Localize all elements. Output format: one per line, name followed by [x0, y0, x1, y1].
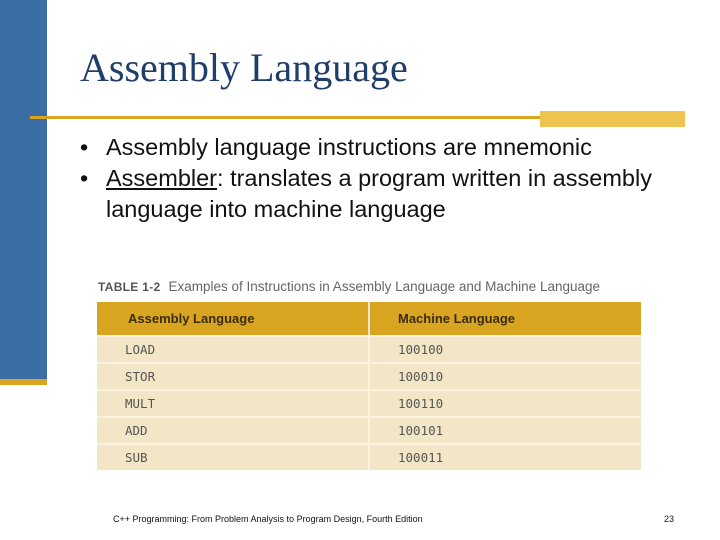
instruction-table [97, 302, 641, 470]
table-row [97, 416, 641, 443]
machine-cell: 100100 [370, 335, 641, 362]
assembly-cell: ADD [97, 416, 370, 443]
table-row [97, 443, 641, 470]
table-row [97, 389, 641, 416]
slide-title: Assembly Language [80, 45, 408, 90]
footer-text: C++ Programming: From Problem Analysis to Program Design, Fourth Edition [113, 514, 423, 524]
page-number: 23 [664, 514, 675, 524]
assembly-cell: LOAD [97, 335, 370, 362]
table-number: TABLE 1-2 [98, 280, 161, 294]
assembly-cell: STOR [97, 362, 370, 389]
machine-cell: 100011 [370, 443, 641, 470]
bullet-text: Assembly language instructions are mnemonic [106, 134, 592, 160]
bullet-text: : translates a program written in assembly language into machine language [106, 165, 652, 222]
bullet-item [80, 163, 700, 225]
bullet-dot-icon: • [80, 165, 89, 191]
table-row [97, 335, 641, 362]
table-caption [98, 278, 600, 296]
bullet-item [80, 132, 700, 163]
bullet-dot-icon: • [80, 134, 89, 160]
left-accent-bar [0, 0, 47, 382]
table-caption-text: Examples of Instructions in Assembly Language and Machine Language [168, 279, 601, 294]
machine-cell: 100110 [370, 389, 641, 416]
bullet-list [80, 132, 700, 225]
bullet-term-assembler: Assembler [106, 165, 218, 191]
column-header-assembly: Assembly Language [97, 302, 370, 335]
left-accent-gold-stripe [0, 379, 47, 385]
machine-cell: 100101 [370, 416, 641, 443]
assembly-cell: MULT [97, 389, 370, 416]
machine-cell: 100010 [370, 362, 641, 389]
table-row [97, 362, 641, 389]
assembly-cell: SUB [97, 443, 370, 470]
title-divider-block [540, 111, 685, 127]
table-header-row [97, 302, 641, 335]
column-header-machine: Machine Language [370, 302, 641, 335]
